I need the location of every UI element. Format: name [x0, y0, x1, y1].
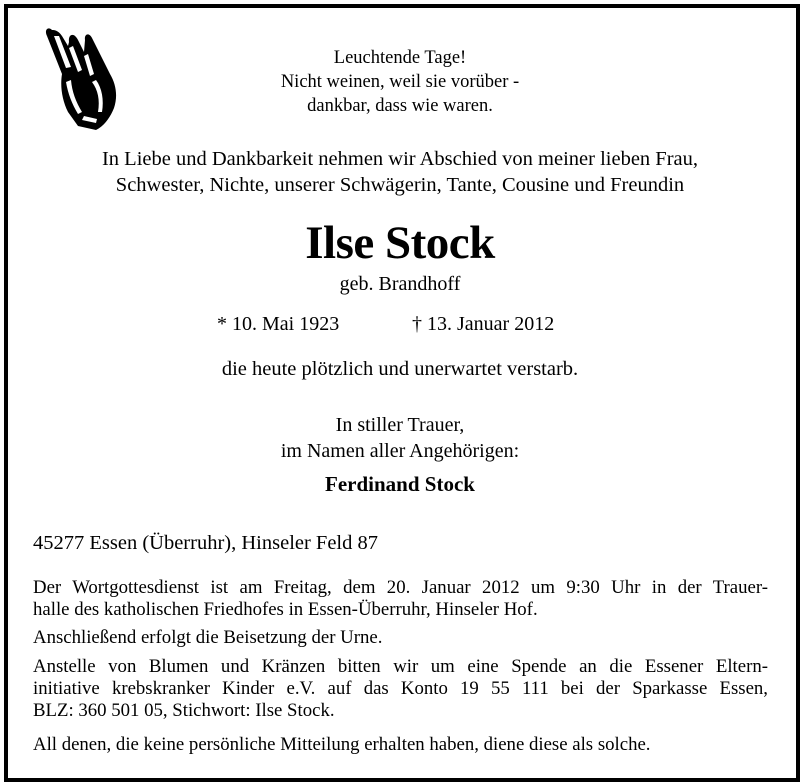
- birth-date: * 10. Mai 1923: [217, 313, 340, 335]
- mourning-line: In stiller Trauer,: [335, 414, 465, 436]
- donation-line: BLZ: 360 501 05, Stichwort: Ilse Stock.: [33, 700, 335, 721]
- maiden-name: geb. Brandhoff: [339, 273, 461, 295]
- mourning-line: im Namen aller Angehörigen:: [280, 440, 520, 462]
- mourning-text: [200, 412, 600, 464]
- praying-hands-icon: [38, 22, 128, 134]
- donation-line: Anstelle von Blumen und Kränzen bitten wir um eine Spende an die Essener Eltern-: [33, 656, 768, 677]
- motto-line: Leuchtende Tage!: [333, 48, 467, 68]
- donation-line: initiative krebskranker Kinder e.V. auf das Konto 19 55 111 bei der Sparkasse Essen,: [33, 678, 768, 699]
- death-note: die heute plötzlich und unerwartet verstarb.: [221, 358, 579, 380]
- closing-note: All denen, die keine persönliche Mitteilung erhalten haben, diene diese als solche.: [33, 734, 651, 755]
- motto-line: Nicht weinen, weil sie vorüber -: [280, 72, 520, 92]
- intro-line: In Liebe und Dankbarkeit nehmen wir Abschied von meiner lieben Frau,: [101, 148, 699, 170]
- motto-line: dankbar, dass wie waren.: [307, 96, 493, 116]
- intro-line: Schwester, Nichte, unserer Schwägerin, Tante, Cousine und Freundin: [115, 174, 685, 196]
- service-info: [33, 577, 768, 621]
- burial-info: Anschließend erfolgt die Beisetzung der Urne.: [33, 627, 383, 648]
- address: 45277 Essen (Überruhr), Hinseler Feld 87: [33, 532, 379, 554]
- service-line: Der Wortgottesdienst ist am Freitag, dem 20. Januar 2012 um 9:30 Uhr in der Trauer-: [33, 577, 768, 598]
- signer-name: Ferdinand Stock: [325, 472, 475, 496]
- motto: [200, 46, 600, 118]
- donation-info: [33, 656, 768, 722]
- intro-text: [20, 146, 780, 198]
- service-line: halle des katholischen Friedhofes in Essen-Überruhr, Hinseler Hof.: [33, 599, 538, 620]
- deceased-name: Ilse Stock: [305, 217, 495, 269]
- death-date: † 13. Januar 2012: [412, 313, 555, 335]
